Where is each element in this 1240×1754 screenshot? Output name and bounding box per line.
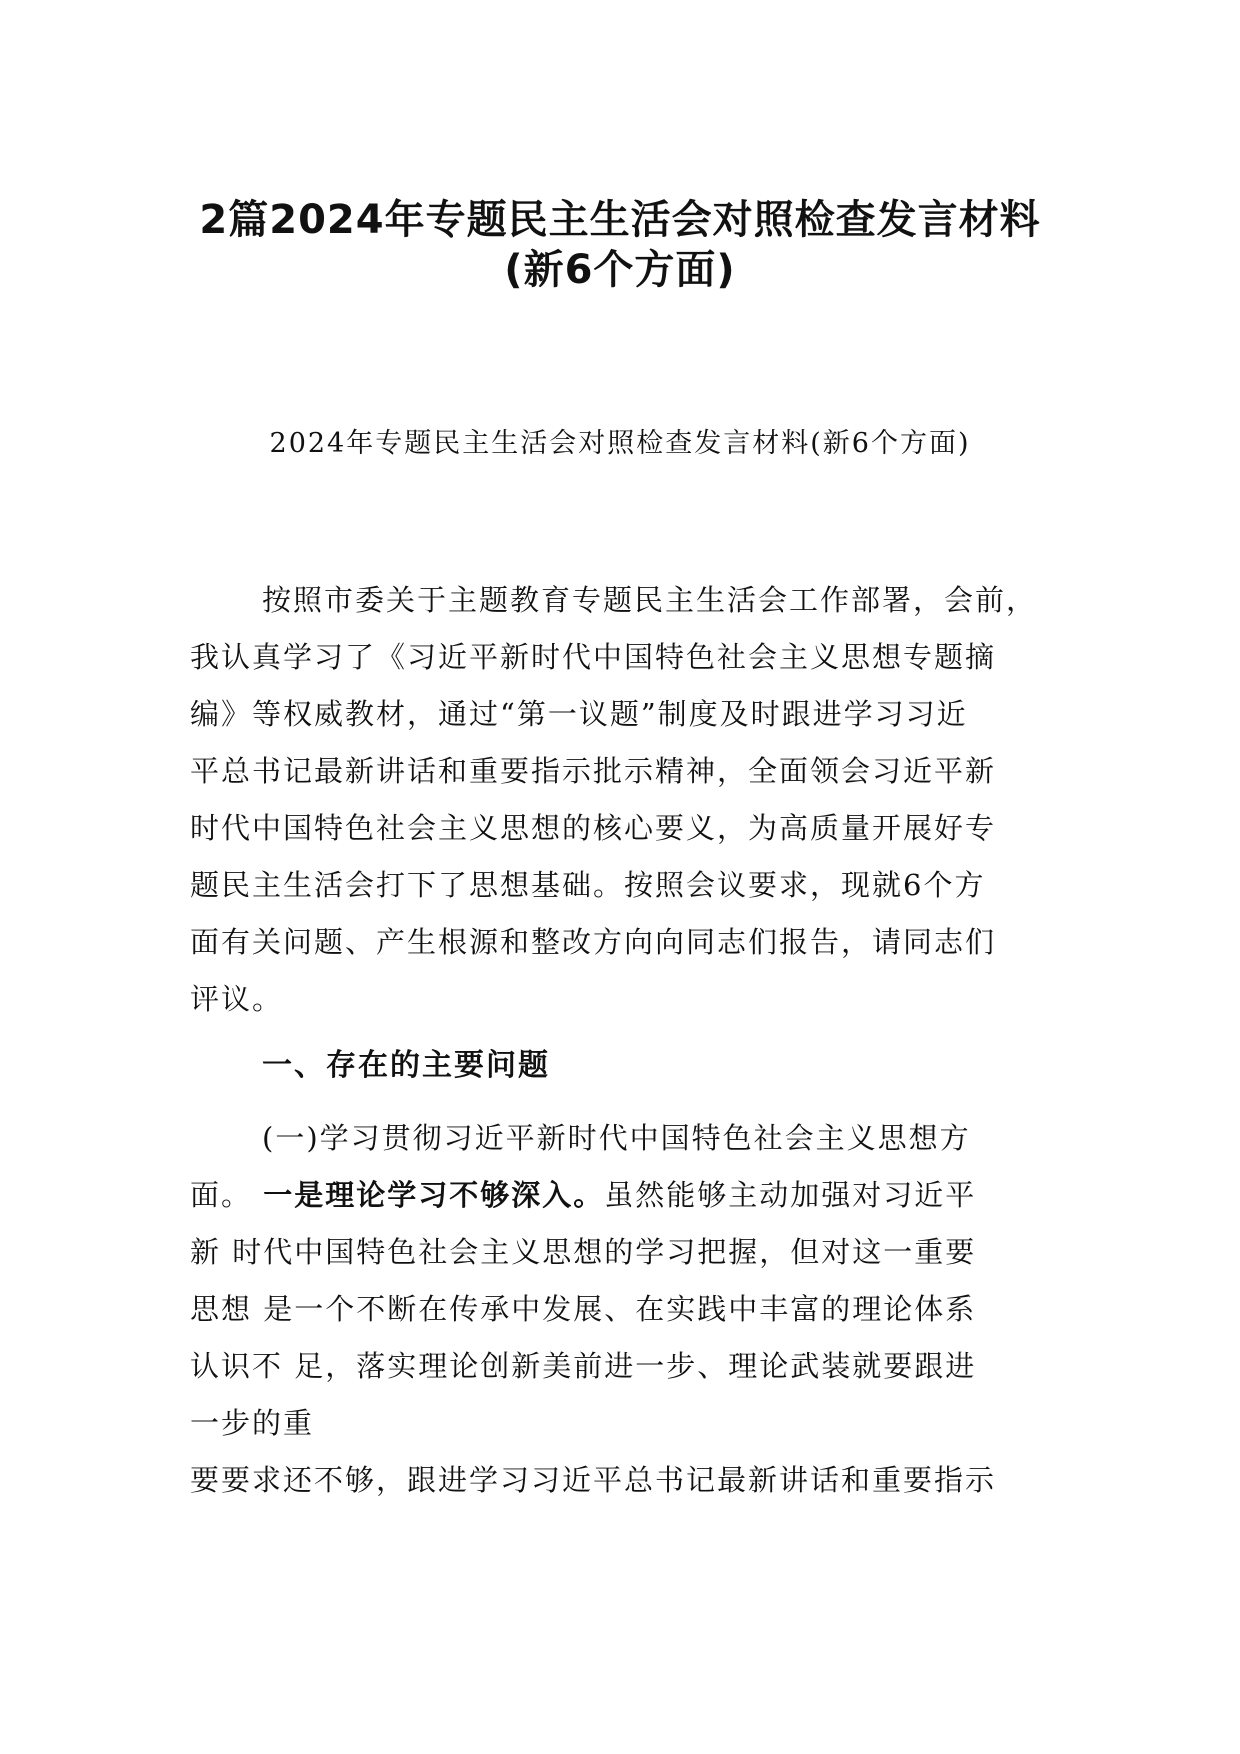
intro-line-1: 按照市委关于主题教育专题民主生活会工作部署，会前，: [262, 583, 1038, 617]
intro-line-6: 题民主生活会打下了思想基础。按照会议要求，现就6个方: [190, 868, 986, 902]
document-subtitle: 2024年专题民主生活会对照检查发言材料(新6个方面): [269, 428, 971, 459]
intro-line-2: 我认真学习了《习近平新时代中国特色社会主义思想专题摘: [190, 640, 997, 674]
body-line-3: 认识不 足，落实理论创新美前进一步、理论武装就要跟进: [190, 1349, 977, 1383]
subsection-line-2-suffix: 虽然能够主动加强对习近平: [604, 1178, 977, 1212]
intro-line-5: 时代中国特色社会主义思想的核心要义，为高质量开展好专: [190, 811, 997, 845]
intro-line-7: 面有关问题、产生根源和整改方向向同志们报告，请同志们: [190, 925, 997, 959]
intro-line-3: 编》等权威教材，通过“第一议题”制度及时跟进学习习近: [190, 697, 968, 731]
subsection-line-2-prefix: 面。: [190, 1178, 264, 1212]
document-title-line-2: (新6个方面): [504, 247, 736, 293]
subsection-line-2: [190, 1175, 976, 1215]
body-line-1: 新 时代中国特色社会主义思想的学习把握，但对这一重要: [190, 1235, 977, 1269]
subsection-line-1: (一)学习贯彻习近平新时代中国特色社会主义思想方: [262, 1121, 971, 1155]
body-line-4: 一步的重: [190, 1406, 315, 1440]
intro-line-4: 平总书记最新讲话和重要指示批示精神，全面领会习近平新: [190, 754, 997, 788]
body-line-5: 要要求还不够，跟进学习习近平总书记最新讲话和重要指示: [190, 1463, 997, 1497]
document-title-line-1: 2篇2024年专题民主生活会对照检查发言材料: [199, 197, 1041, 243]
section-heading: 一、存在的主要问题: [262, 1048, 550, 1083]
intro-line-8: 评议。: [190, 982, 284, 1016]
body-line-2: 思想 是一个不断在传承中发展、在实践中丰富的理论体系: [190, 1292, 977, 1326]
key-point-bold: 一是理论学习不够深入。: [263, 1178, 605, 1212]
